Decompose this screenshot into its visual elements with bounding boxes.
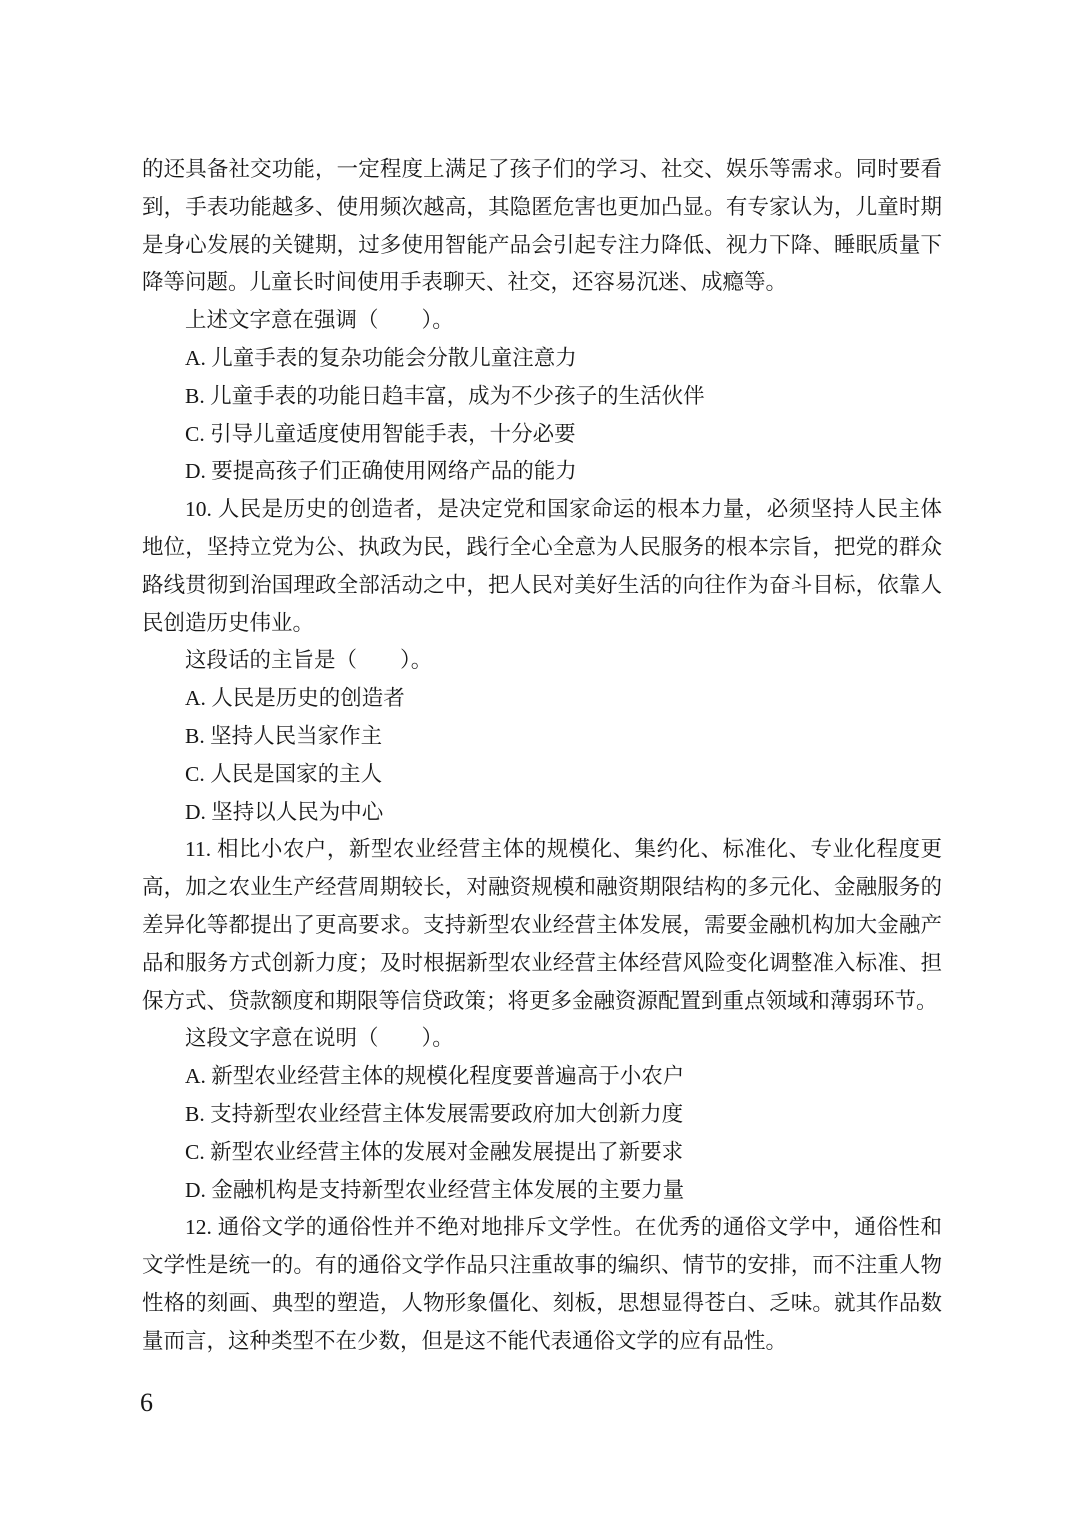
question-11-option-a: A. 新型农业经营主体的规模化程度要普遍高于小农户 [185, 1064, 685, 1089]
question-11-option-c: C. 新型农业经营主体的发展对金融发展提出了新要求 [185, 1139, 684, 1164]
question-10-option-a: A. 人民是历史的创造者 [185, 686, 405, 711]
question-11-stem: 这段文字意在说明（ ）。 [185, 1026, 454, 1051]
question-11-option-b: B. 支持新型农业经营主体发展需要政府加大创新力度 [185, 1101, 684, 1126]
question-10-block [142, 491, 942, 831]
question-10-body: 10. 人民是历史的创造者，是决定党和国家命运的根本力量，必须坚持人民主体地位，坚持立党为公、执政为民，践行全心全意为人民服务的根本宗旨，把党的群众路线贯彻到治国理政全部活动之中，把人民对美好生活的向往作为奋斗目标，依靠人民创造历史伟业。 [142, 497, 942, 635]
question-9-option-a: A. 儿童手表的复杂功能会分散儿童注意力 [185, 345, 577, 370]
question-10-stem: 这段话的主旨是（ ）。 [185, 648, 433, 673]
question-12-block [142, 1209, 942, 1360]
question-9-option-b: B. 儿童手表的功能日趋丰富，成为不少孩子的生活伙伴 [185, 383, 705, 408]
question-11-body: 11. 相比小农户，新型农业经营主体的规模化、集约化、标准化、专业化程度更高，加之农业生产经营周期较长，对融资规模和融资期限结构的多元化、金融服务的差异化等都提出了更高要求。支持新型农业经营主体发展，需要金融机构加大金融产品和服务方式创新力度；及时根据新型农业经营主体经营风险变化调整准入标准、担保方式、贷款额度和期限等信贷政策；将更多金融资源配置到重点领域和薄弱环节。 [142, 837, 942, 1013]
question-10-option-d: D. 坚持以人民为中心 [185, 799, 384, 824]
page-number: 6 [140, 1388, 154, 1417]
question-10-option-c: C. 人民是国家的主人 [185, 761, 383, 786]
question-9-option-d: D. 要提高孩子们正确使用网络产品的能力 [185, 459, 577, 484]
question-9-stem: 上述文字意在强调（ ）。 [185, 308, 454, 333]
continued-paragraph: 的还具备社交功能，一定程度上满足了孩子们的学习、社交、娱乐等需求。同时要看到，手表功能越多、使用频次越高，其隐匿危害也更加凸显。有专家认为，儿童时期是身心发展的关键期，过多使用智能产品会引起专注力降低、视力下降、睡眠质量下降等问题。儿童长时间使用手表聊天、社交，还容易沉迷、成瘾等。 [142, 157, 942, 295]
question-11-block [142, 831, 942, 1209]
question-12-body: 12. 通俗文学的通俗性并不绝对地排斥文学性。在优秀的通俗文学中，通俗性和文学性是统一的。有的通俗文学作品只注重故事的编织、情节的安排，而不注重人物性格的刻画、典型的塑造，人物形象僵化、刻板，思想显得苍白、乏味。就其作品数量而言，这种类型不在少数，但是这不能代表通俗文学的应有品性。 [142, 1215, 942, 1353]
question-9-option-c: C. 引导儿童适度使用智能手表，十分必要 [185, 421, 576, 446]
question-9-block [142, 302, 942, 491]
question-11-option-d: D. 金融机构是支持新型农业经营主体发展的主要力量 [185, 1177, 685, 1202]
page-content [142, 151, 942, 1361]
question-10-option-b: B. 坚持人民当家作主 [185, 723, 383, 748]
